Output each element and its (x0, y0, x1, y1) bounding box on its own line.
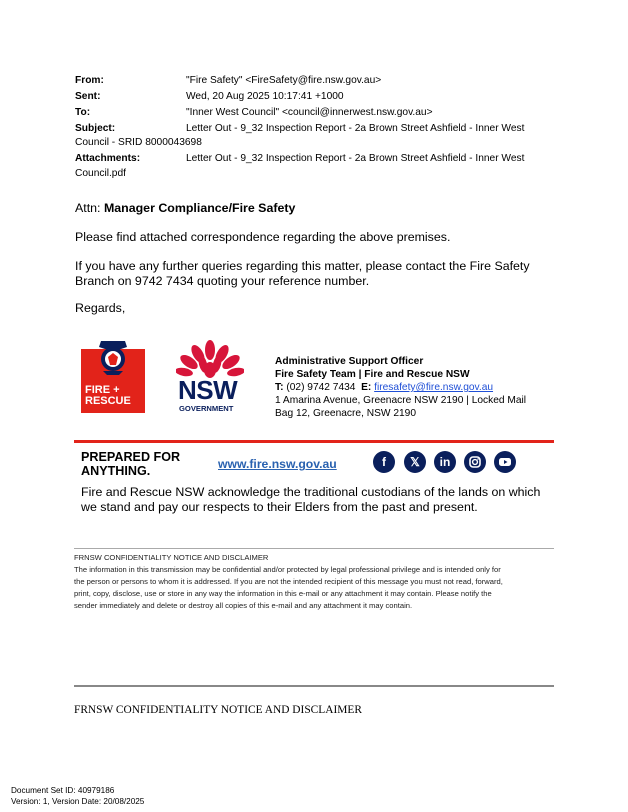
instagram-icon[interactable] (464, 451, 486, 473)
red-divider (74, 440, 554, 443)
subject-wrap: Council - SRID 8000043698 (75, 137, 202, 148)
email-from-row (75, 75, 382, 86)
subject-label: Subject: (75, 123, 116, 134)
website-link[interactable]: www.fire.nsw.gov.au (218, 457, 337, 471)
subject-value: Letter Out - 9_32 Inspection Report - 2a Brown Street Ashfield - Inner West (186, 123, 525, 134)
signature-address-2: Bag 12, Greenacre, NSW 2190 (275, 408, 417, 419)
nsw-government-logo (176, 340, 244, 414)
regards: Regards, (75, 301, 126, 315)
nsw-wordmark: NSW (178, 375, 238, 405)
disclaimer-line-1: The information in this transmission may be confidential and/or protected by legal professional privilege and is intended only for (74, 565, 501, 574)
to-label: To: (75, 107, 91, 118)
grey-divider-1 (74, 548, 554, 549)
disclaimer-line-2: the person or persons to whom it is addressed. If you are not the intended recipient of this message you must not read, forward, (74, 577, 503, 586)
phone-value: (02) 9742 7434 (286, 382, 356, 393)
disclaimer-line-3: print, copy, disclose, use or store in any way the information in this e-mail or any attachment it may contain. Please notify the (74, 589, 492, 598)
government-wordmark: GOVERNMENT (179, 404, 234, 413)
sent-label: Sent: (75, 91, 101, 102)
attn-line (75, 201, 295, 216)
attachments-label: Attachments: (75, 153, 141, 164)
frnsw-text-2: RESCUE (85, 395, 131, 407)
document-version: Version: 1, Version Date: 20/08/2025 (11, 797, 145, 806)
email-label: E: (361, 382, 372, 393)
signature-block (275, 355, 526, 420)
body-para2-line1: If you have any further queries regarding this matter, please contact the Fire Safety (75, 259, 530, 273)
signature-address-1: 1 Amarina Avenue, Greenacre NSW 2190 | Locked Mail (275, 395, 527, 406)
from-label: From: (75, 75, 104, 86)
grey-divider-2 (74, 685, 554, 687)
email-subject-row (75, 123, 525, 134)
disclaimer-line-4: sender immediately and delete or destroy all copies of this e-mail and any attachment it may contain. (74, 601, 413, 610)
frnsw-text-1: FIRE + (85, 384, 120, 396)
attachments-value[interactable]: Letter Out - 9_32 Inspection Report - 2a Brown Street Ashfield - Inner West (186, 153, 525, 164)
tagline: PREPARED FOR ANYTHING. (81, 450, 181, 478)
sent-value: Wed, 20 Aug 2025 10:17:41 +1000 (186, 91, 344, 102)
signature-title: Administrative Support Officer (275, 356, 424, 367)
attn-name: Manager Compliance/Fire Safety (103, 201, 296, 215)
to-value: "Inner West Council" <council@innerwest.nsw.gov.au> (186, 107, 433, 118)
email-attachments-row (75, 153, 525, 164)
attachments-wrap[interactable]: Council.pdf (75, 168, 126, 179)
linkedin-icon[interactable]: in (434, 451, 456, 473)
email-sent-row (75, 91, 344, 102)
signature-team: Fire Safety Team | Fire and Rescue NSW (275, 369, 470, 380)
attn-prefix: Attn: (75, 201, 104, 215)
x-icon[interactable]: 𝕏 (404, 451, 426, 473)
body-para1: Please find attached correspondence regarding the above premises. (75, 230, 451, 244)
from-value: "Fire Safety" <FireSafety@fire.nsw.gov.au> (186, 75, 382, 86)
body-para2-line2: Branch on 9742 7434 quoting your reference number. (75, 274, 370, 288)
footer-disclaimer-heading: FRNSW CONFIDENTIALITY NOTICE AND DISCLAIMER (74, 704, 362, 716)
facebook-icon[interactable]: f (373, 451, 395, 473)
signature-email-link[interactable]: firesafety@fire.nsw.gov.au (374, 382, 494, 393)
phone-label: T: (275, 382, 284, 393)
disclaimer-heading: FRNSW CONFIDENTIALITY NOTICE AND DISCLAIMER (74, 553, 269, 562)
disclaimer-block (74, 552, 554, 612)
signature-contact (275, 381, 526, 394)
document-set-id: Document Set ID: 40979186 (11, 786, 115, 795)
acknowledgement: Fire and Rescue NSW acknowledge the traditional custodians of the lands on which we stand and pay our respects to their Elders from the past and present. (81, 485, 541, 514)
frnsw-logo (81, 335, 145, 413)
youtube-icon[interactable] (494, 451, 516, 473)
email-to-row (75, 107, 433, 118)
